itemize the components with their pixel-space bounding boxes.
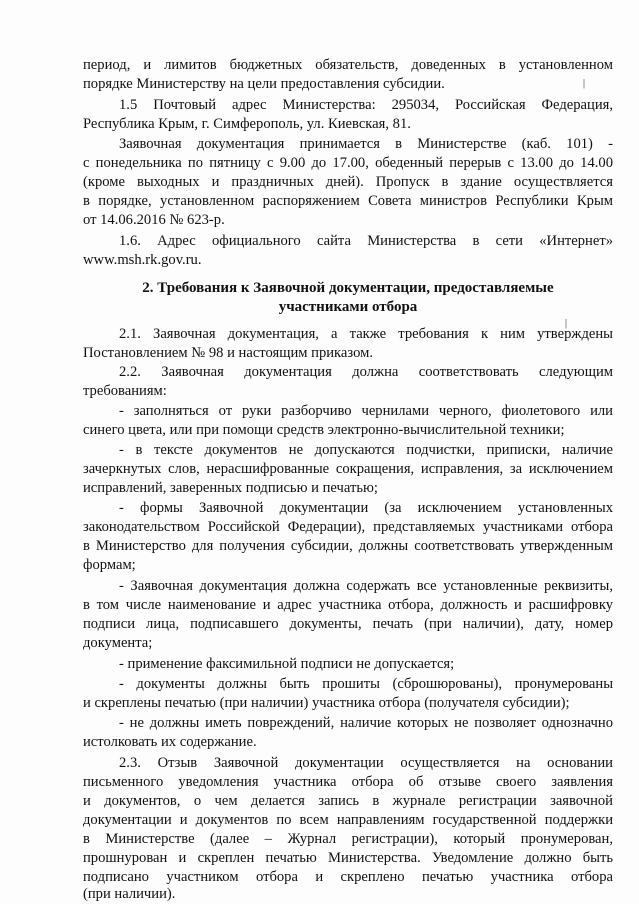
text-line: в Министерстве (далее – Журнал регистрации), который пронумерован,: [83, 831, 613, 847]
text-line: www.msh.rk.gov.ru.: [83, 252, 202, 268]
text-line: - Заявочная документация должна содержать все установленные реквизиты,: [119, 578, 613, 594]
scan-mark: |: [583, 78, 586, 89]
text-line: (при наличии).: [83, 886, 176, 902]
text-line: от 14.06.2016 № 623-р.: [83, 212, 225, 228]
text-line: - заполняться от руки разборчиво чернилами черного, фиолетового или: [119, 403, 613, 419]
text-line: период, и лимитов бюджетных обязательств, доведенных в установленном: [83, 57, 613, 73]
text-line: 1.5 Почтовый адрес Министерства: 295034, Российская Федерация,: [119, 97, 613, 113]
text-line: 2.3. Отзыв Заявочной документации осуществляется на основании: [119, 755, 613, 771]
text-line: истолковать их содержание.: [83, 734, 257, 750]
section-heading: участниками отбора: [278, 299, 418, 315]
text-line: 2.2. Заявочная документация должна соответствовать следующим: [119, 364, 613, 380]
text-line: - применение факсимильной подписи не допускается;: [119, 656, 455, 672]
text-line: формам;: [83, 557, 136, 573]
text-line: Республика Крым, г. Симферополь, ул. Киевская, 81.: [83, 116, 411, 132]
text-line: 2.1. Заявочная документация, а также требования к ним утверждены: [119, 326, 613, 342]
text-line: исправлений, заверенных подписью и печатью;: [83, 480, 378, 496]
text-line: - документы должны быть прошиты (сброшюрованы), пронумерованы: [119, 676, 613, 692]
text-line: Заявочная документация принимается в Министерстве (каб. 101) -: [119, 136, 613, 152]
text-line: подписано участником отбора и скреплено печатью участника отбора: [83, 869, 613, 885]
text-line: письменного уведомления участника отбора об отзыве своего заявления: [83, 774, 613, 790]
text-line: подписи лица, подписавшего документы, печать (при наличии), дату, номер: [83, 616, 613, 632]
text-line: - в тексте документов не допускаются подчистки, приписки, наличие: [119, 442, 613, 458]
text-line: в Министерство для получения субсидии, должны соответствовать утвержденным: [83, 538, 613, 554]
text-line: синего цвета, или при помощи средств электронно-вычислительной техники;: [83, 422, 565, 438]
text-line: документации и документов по всем направлениям государственной поддержки: [83, 812, 613, 828]
text-line: - формы Заявочной документации (за исключением установленных: [119, 500, 613, 516]
text-line: законодательством Российской Федерации), представляемых участниками отбора: [83, 519, 613, 535]
scan-mark: |: [565, 318, 568, 329]
text-line: в порядке, установленном распоряжением Совета министров Республики Крым: [83, 193, 613, 209]
text-line: Постановлением № 98 и настоящим приказом.: [83, 345, 373, 361]
section-heading: 2. Требования к Заявочной документации, предоставляемые: [142, 280, 554, 296]
text-line: (кроме выходных и праздничных дней). Пропуск в здание осуществляется: [83, 174, 613, 190]
text-line: требованиям:: [83, 383, 167, 399]
text-line: - не должны иметь повреждений, наличие которых не позволяет однозначно: [119, 715, 613, 731]
text-line: в том числе наименование и адрес участника отбора, должность и расшифровку: [83, 597, 613, 613]
text-line: порядке Министерству на цели предоставления субсидии.: [83, 76, 445, 92]
text-line: 1.6. Адрес официального сайта Министерства в сети «Интернет»: [119, 233, 613, 249]
text-line: документа;: [83, 635, 153, 651]
text-line: прошнурован и скреплен печатью Министерства. Уведомление должно быть: [83, 850, 613, 866]
text-line: и документов, о чем делается запись в журнале регистрации заявочной: [83, 793, 613, 809]
text-line: и скреплены печатью (при наличии) участника отбора (получателя субсидии);: [83, 695, 570, 711]
text-line: с понедельника по пятницу с 9.00 до 17.00, обеденный перерыв с 13.00 до 14.00: [83, 155, 613, 171]
text-line: зачеркнутых слов, нерасшифрованные сокращения, исправления, за исключением: [83, 461, 613, 477]
